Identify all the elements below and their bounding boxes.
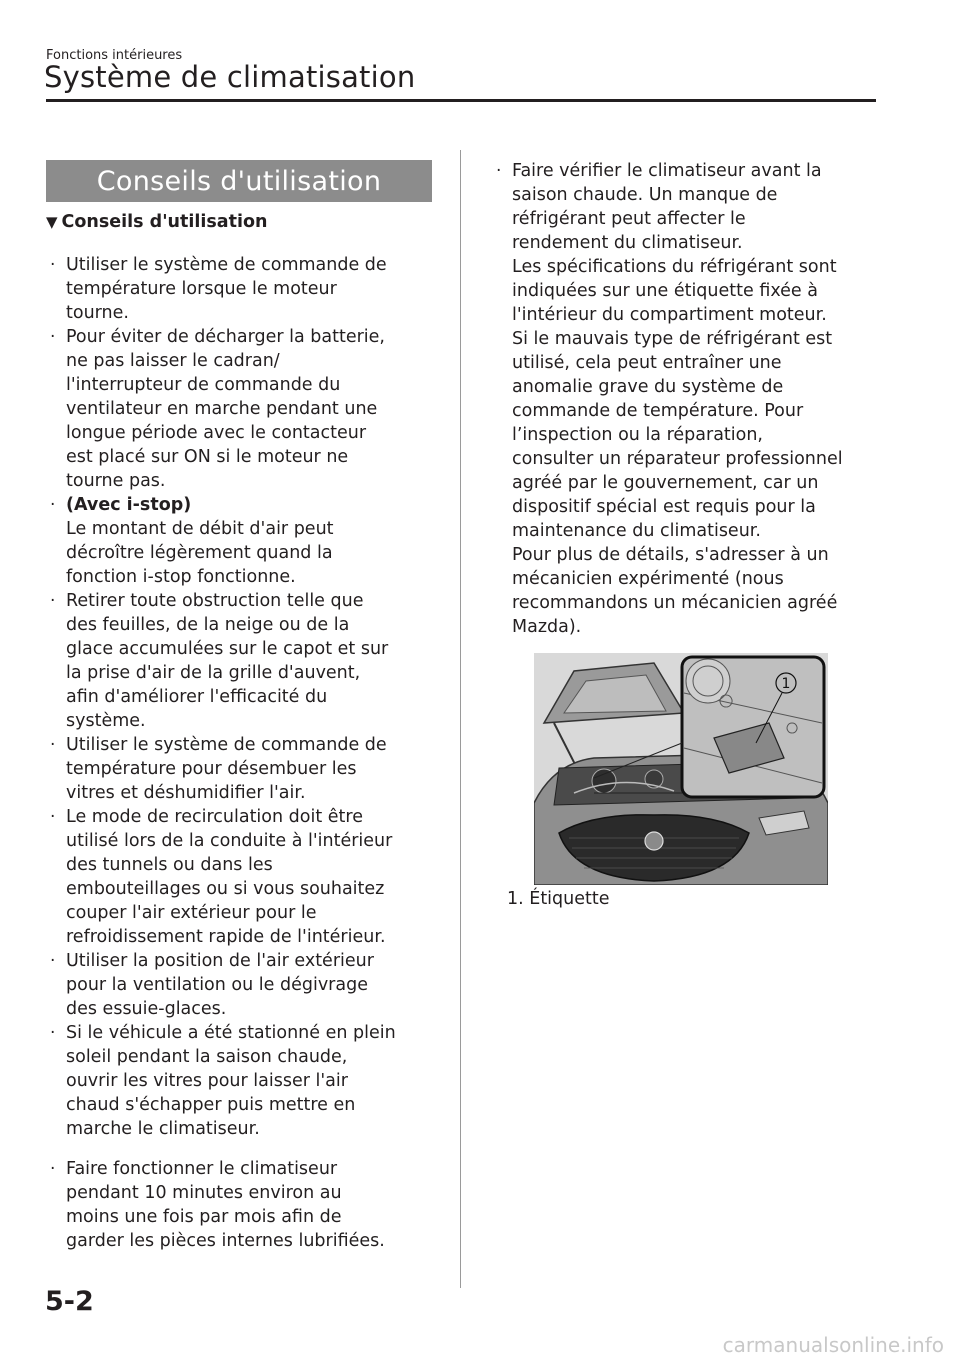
list-item: · Retirer toute obstruction telle que des feuilles, de la neige ou de la glace accumulées sur le capot et sur la prise d'air de la grille d'auvent, afin d'améliorer l'efficacité du système. xyxy=(50,591,389,731)
bullet-dot-icon: · xyxy=(50,327,56,347)
section-banner: Conseils d'utilisation xyxy=(46,160,432,202)
watermark: carmanualsonline.info xyxy=(722,1333,944,1357)
sub-heading-text: Conseils d'utilisation xyxy=(61,212,268,232)
column-divider xyxy=(460,150,461,1288)
bullet-dot-icon: · xyxy=(50,735,56,755)
figure-caption: 1. Étiquette xyxy=(507,889,610,909)
triangle-marker-icon: ▼ xyxy=(46,213,58,231)
condition-label: (Avec i-stop) xyxy=(66,495,192,515)
engine-bay-svg xyxy=(534,653,828,885)
list-item: · Utiliser le système de commande de température lorsque le moteur tourne. xyxy=(50,255,387,323)
list-item: · Faire vérifier le climatiseur avant la saison chaude. Un manque de réfrigérant peut affecter le rendement du climatiseur. Les spécifications du réfrigérant sont indiquées sur une étiquette fixée à l'intérieur du compartiment moteur. Si le mauvais type de réfrigérant est utilisé, cela peut entraîner une anomalie grave du système de commande de température. Pour l’inspection ou la réparation, consulter un réparateur professionnel agréé par le gouvernement, car un dispositif spécial est requis pour la maintenance du climatiseur. Pour plus de détails, s'adresser à un mécanicien expérimenté (nous recommandons un mécanicien agréé Mazda). xyxy=(496,161,843,637)
bullet-dot-icon: · xyxy=(50,951,56,971)
page-number: 5-2 xyxy=(45,1286,94,1317)
bullet-dot-icon: · xyxy=(50,807,56,827)
engine-compartment-illustration xyxy=(534,653,828,885)
list-item: · Faire fonctionner le climatiseur pendant 10 minutes environ au moins une fois par mois afin de garder les pièces internes lubrifiées. xyxy=(50,1159,385,1251)
breadcrumb: Fonctions intérieures xyxy=(46,48,183,63)
right-bullet-list xyxy=(492,159,892,639)
list-item: · Utiliser la position de l'air extérieur pour la ventilation ou le dégivrage des essuie-glaces. xyxy=(50,951,374,1019)
list-item: · (Avec i-stop) Le montant de débit d'air peut décroître légèrement quand la fonction i-stop fonctionne. xyxy=(46,493,446,589)
list-item: · Pour éviter de décharger la batterie, ne pas laisser le cadran/ l'interrupteur de commande du ventilateur en marche pendant une longue période avec le contacteur est placé sur ON si le moteur ne tourne pas. xyxy=(50,327,385,491)
bullet-dot-icon: · xyxy=(50,1023,56,1043)
sub-heading xyxy=(46,212,267,232)
bullet-dot-icon: · xyxy=(50,591,56,611)
list-item: · Le mode de recirculation doit être utilisé lors de la conduite à l'intérieur des tunnels ou dans les embouteillages ou si vous souhaitez couper l'air extérieur pour le refroidissement rapide de l'intérieur. xyxy=(50,807,393,947)
callout-number: 1 xyxy=(781,676,791,692)
header-rule xyxy=(46,99,876,102)
bullet-dot-icon: · xyxy=(50,255,56,275)
page-title: Système de climatisation xyxy=(44,60,416,94)
left-bullet-list xyxy=(46,253,446,1253)
list-item: · Si le véhicule a été stationné en plein soleil pendant la saison chaude, ouvrir les vitres pour laisser l'air chaud s'échapper puis mettre en marche le climatiseur. xyxy=(50,1023,396,1139)
bullet-dot-icon: · xyxy=(496,161,502,181)
bullet-dot-icon: · xyxy=(50,1159,56,1179)
bullet-dot-icon: · xyxy=(50,495,56,515)
list-item: · Utiliser le système de commande de température pour désembuer les vitres et déshumidifier l'air. xyxy=(50,735,387,803)
